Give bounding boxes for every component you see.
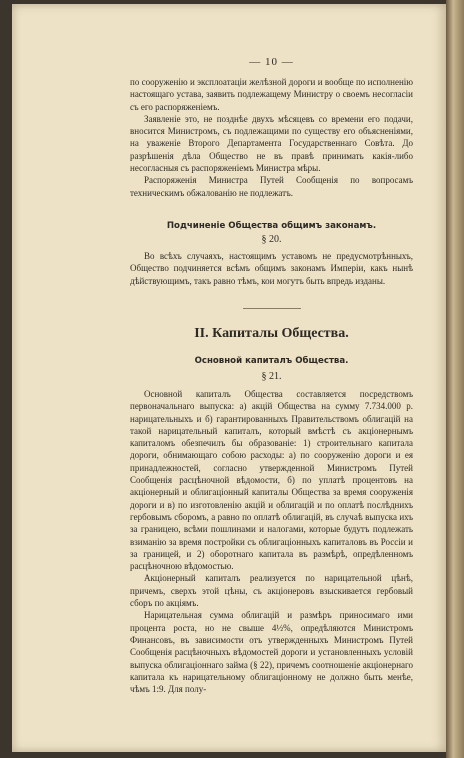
paragraph-20-text: Во всѣхъ случаяхъ, настоящимъ уставомъ не предусмотрѣнныхъ, Общество подчиняется всѣмъ общимъ законамъ Имперіи, какъ нынѣ дѣйствующимъ, такъ равно тѣмъ, кои могутъ быть впредь изданы. [130, 251, 413, 286]
subheading-main-capital: Основной капиталъ Общества. [194, 356, 349, 366]
section-divider [243, 308, 301, 309]
book-binding-edge [446, 0, 464, 758]
top-text-block [130, 76, 413, 199]
paragraph-21-block [130, 388, 413, 695]
paragraph-21-text-2: Акціонерный капиталъ реализуется по нарицательной цѣнѣ, причемъ, сверхъ этой цѣны, съ акціонеровъ взыскивается гербовый сборъ по акціямъ. [130, 573, 413, 609]
paragraph-21-text-3: Нарицательная сумма облигацій и размѣръ приносимаго ими процента роста, но не свыше 4½%, опредѣляются Министромъ Финансовъ, въ зависимости отъ утвержденныхъ Министромъ Путей Сообщенія расцѣночныхъ вѣдомостей дороги и установленныхъ условій выпуска облигаціоннаго займа (§ 22), причемъ соотношеніе акціонернаго капитала къ нарицательному облигаціонному не должно быть менѣе, чѣмъ 1:9. Для полу- [130, 610, 413, 695]
paragraph-21-text: Основной капиталъ Общества составляется посредствомъ первоначальнаго выпуска: а) акцій Общества на сумму 7.734.000 р. нарицательныхъ и б) гарантированныхъ Правительствомъ облигацій на такой нарицательный капиталъ, который вмѣстѣ съ акціонернымъ капиталомъ обезпечилъ бы образованіе: 1) строительнаго капитала дороги, обнимающаго собою расходы: а) по сооруженію дороги и ея принадлежностей, согласно утвержденной Министромъ Путей Сообщенія расцѣночной вѣдомости, б) по уплатѣ процентовъ на акціонерный и облигаціонный капиталы Общества за время сооруженія дороги и в) по изготовленію акцій и облигацій и по оплатѣ послѣднихъ гербовымъ сборомъ, а равно по оплатѣ облигацій, въ случаѣ выпуска ихъ за границею, всѣми пошлинами и налогами, которые будутъ подлежать взиманію за время постройки съ облигаціонныхъ капиталовъ въ Россіи и за границей, и 2) оборотнаго капитала въ размѣрѣ, опредѣленномъ расцѣночною вѣдомостью. [130, 389, 413, 572]
paragraph-20-label: § 20. [261, 234, 282, 245]
subheading-general-laws: Подчиненіе Общества общимъ законамъ. [166, 221, 377, 231]
paragraph-continuation: по сооруженію и эксплоатаціи желѣзной дороги и вообще по исполненію настоящаго устава, заявить подлежащему Министру о своемъ несогласіи съ его распоряженіемъ. [130, 77, 413, 112]
page-number: — 10 — [249, 56, 294, 68]
paragraph-appeal: Заявленіе это, не позднѣе двухъ мѣсяцевъ со времени его подачи, вносится Министромъ, съ подлежащими по существу его объясненіями, на уваженіе Второго Департамента Государственнаго Совѣта. До разрѣшенія дѣла Общество не въ правѣ принимать какія-либо несогласныя съ распоряженіемъ Министра мѣры. [130, 113, 413, 174]
section-title: II. Капиталы Общества. [194, 326, 349, 341]
book-page [12, 4, 448, 752]
paragraph-20-block [130, 250, 413, 287]
paragraph-technical: Распоряженія Министра Путей Сообщенія по вопросамъ техническимъ обжалованію не подлежатъ. [130, 175, 413, 198]
paragraph-21-label: § 21. [261, 371, 282, 382]
